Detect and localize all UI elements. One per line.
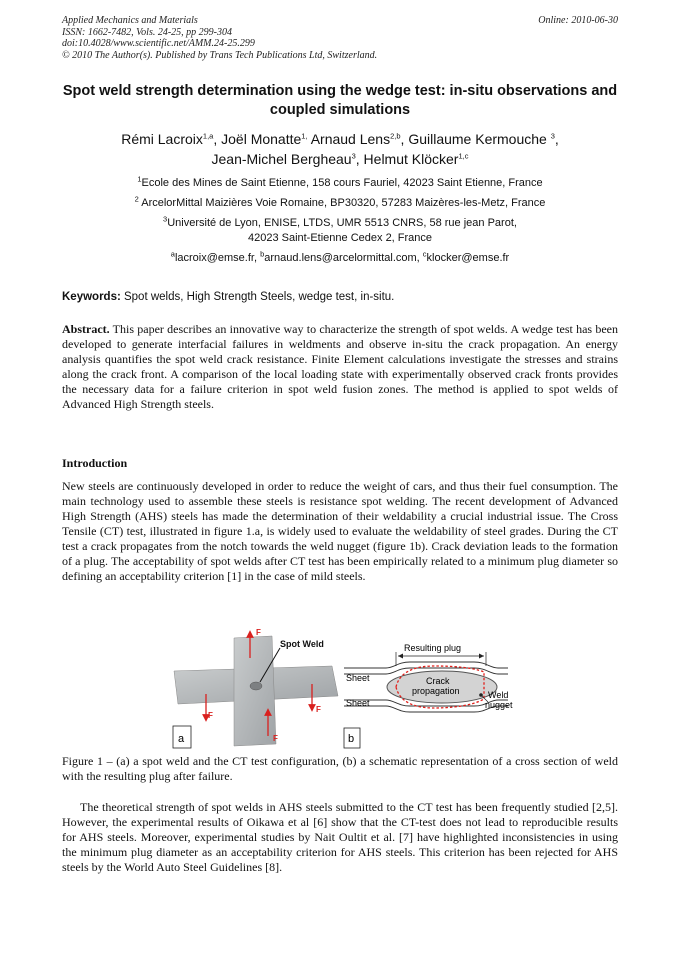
author-sup: 1, bbox=[301, 131, 308, 141]
affil-text: Ecole des Mines de Saint Etienne, 158 cours Fauriel, 42023 Saint Etienne, France bbox=[141, 177, 543, 189]
author-name: Rémi Lacroix bbox=[121, 131, 203, 147]
email-link[interactable]: arnaud.lens@arcelormittal.com, bbox=[264, 252, 423, 264]
affil-sup: 1 bbox=[137, 174, 142, 184]
affiliations bbox=[62, 176, 618, 271]
author-list: Rémi Lacroix$^{1,a}$, Joël Monatte$^{1,}$ Arnaud Lens$^{2,b}$, Guillaume Kermouche $^3$, Jean-Michel Bergheau$^3$, Helmut Klöcker$^{1,c}$ bbox=[121, 131, 559, 167]
sheet-label-bottom: Sheet bbox=[346, 698, 370, 708]
resulting-plug-label: Resulting plug bbox=[404, 643, 462, 653]
spot-weld-label: Spot Weld bbox=[280, 639, 324, 649]
panel-b-label: b bbox=[348, 733, 355, 745]
force-label: F bbox=[316, 705, 321, 714]
author-name: Guillaume Kermouche bbox=[408, 131, 551, 147]
affiliation bbox=[62, 196, 618, 211]
weld-label: Weld bbox=[488, 690, 509, 700]
email-sup: b bbox=[260, 249, 265, 259]
body-paragraph: The theoretical strength of spot welds in AHS steels submitted to the CT test has been frequently studied [2,5]. However, the experimental results of Oikawa et al [6] show that the CT-test does not lead to reproducible results for AHS steels. Moreover, experimental studies by Nait Oultit et al. [7] have highlighted inconsistencies in using the minimum plug diameter as an acceptability criterion for AHS steels. This criterion has been rejected for AHS steels by the World Auto Steel Guidelines [8]. bbox=[62, 800, 618, 874]
affil-text: 42023 Saint-Etienne Cedex 2, France bbox=[247, 232, 433, 244]
author-name: Helmut Klöcker bbox=[363, 151, 459, 167]
doi: doi:10.4028/www.scientific.net/AMM.24-25.299 bbox=[62, 38, 255, 49]
force-label: F bbox=[273, 734, 278, 743]
abstract-text: This paper describes an innovative way to characterize the strength of spot welds. A wedge test has been developed to generate interfacial failures in weldments and observe in-situ the crack propagation. An energy analysis quantifies the spot weld crack resistance. Finite Element calculations investigate the stresses and strains along the crack front. A comparison of the local loading state with experimentally observed crack fronts provides the necessary data for a failure criterion in spot weld fusion zones. The method is applied to spot welds of Advanced High Strength steels. bbox=[62, 322, 618, 411]
intro-paragraph: New steels are continuously developed in order to reduce the weight of cars, and thus their fuel consumption. The main technology used to assemble these steels is resistance spot welding. The recent development of Advanced High Strength (AHS) steels has made the determination of their weldability a crucial industrial issue. The Cross Tensile (CT) test, illustrated in figure 1.a, is widely used to evaluate the weldability of steel grades. During the CT test a crack propagates from the notch towards the weld nugget (figure 1b). Crack deviation leads to the formation of a plug. The acceptability of spot welds after CT test has been empirically related to a minimum plug diameter so defining an acceptability criterion [1] in the case of mild steels. bbox=[62, 479, 618, 583]
email-link[interactable]: klocker@emse.fr bbox=[426, 252, 510, 264]
weld-label-2: nugget bbox=[485, 700, 513, 710]
sheet-label-top: Sheet bbox=[346, 673, 370, 683]
crack-label: Crack bbox=[426, 676, 450, 686]
affiliation bbox=[62, 176, 618, 191]
author-sup: 3 bbox=[351, 151, 356, 161]
email-sup: a bbox=[170, 249, 175, 259]
panel-a-label: a bbox=[178, 733, 185, 745]
page-header bbox=[62, 15, 618, 61]
online-date: Online: 2010-06-30 bbox=[538, 15, 618, 26]
force-label: F bbox=[256, 628, 261, 637]
figure-1 bbox=[172, 626, 513, 750]
author-sup: 1,c bbox=[458, 151, 469, 161]
affil-sup: 2 bbox=[134, 194, 139, 204]
author-name: Joël Monatte bbox=[221, 131, 302, 147]
journal-name: Applied Mechanics and Materials bbox=[62, 15, 198, 26]
abstract bbox=[62, 322, 618, 412]
author-sup: 1,a bbox=[202, 131, 214, 141]
issn: ISSN: 1662-7482, Vols. 24-25, pp 299-304 bbox=[62, 26, 232, 38]
abstract-label: Abstract. bbox=[62, 322, 110, 336]
section-heading: Introduction bbox=[62, 456, 128, 470]
affil-text: Université de Lyon, ENISE, LTDS, UMR 5513 CNRS, 58 rue jean Parot, bbox=[167, 217, 517, 229]
affil-sup: 3 bbox=[163, 214, 168, 224]
author-name: Jean-Michel Bergheau bbox=[211, 151, 352, 167]
copyright: © 2010 The Author(s). Published by Trans Tech Publications Ltd, Switzerland. bbox=[62, 49, 378, 61]
affiliation bbox=[62, 216, 618, 246]
email-link[interactable]: lacroix@emse.fr, bbox=[174, 252, 261, 264]
keywords-label: Keywords: bbox=[62, 291, 121, 303]
email-sup: c bbox=[422, 249, 427, 259]
author-sup: 3 bbox=[550, 131, 555, 141]
emails bbox=[62, 251, 618, 266]
figure-caption: Figure 1 – (a) a spot weld and the CT test configuration, (b) a schematic representation of a cross section of weld with the resulting plug after failure. bbox=[62, 754, 618, 783]
affil-text: ArcelorMittal Maizières Voie Romaine, BP30320, 57283 Maizères-les-Metz, France bbox=[141, 197, 546, 209]
keywords-text: Spot welds, High Strength Steels, wedge test, in-situ. bbox=[120, 291, 395, 303]
author-name: Arnaud Lens bbox=[310, 131, 391, 147]
crack-label-2: propagation bbox=[412, 686, 460, 696]
force-label: F bbox=[208, 711, 213, 720]
author-sup: 2,b bbox=[390, 131, 401, 141]
keywords bbox=[62, 291, 618, 303]
paper-title: Spot weld strength determination using the wedge test: in-situ observations and coupled simulations bbox=[62, 83, 618, 118]
